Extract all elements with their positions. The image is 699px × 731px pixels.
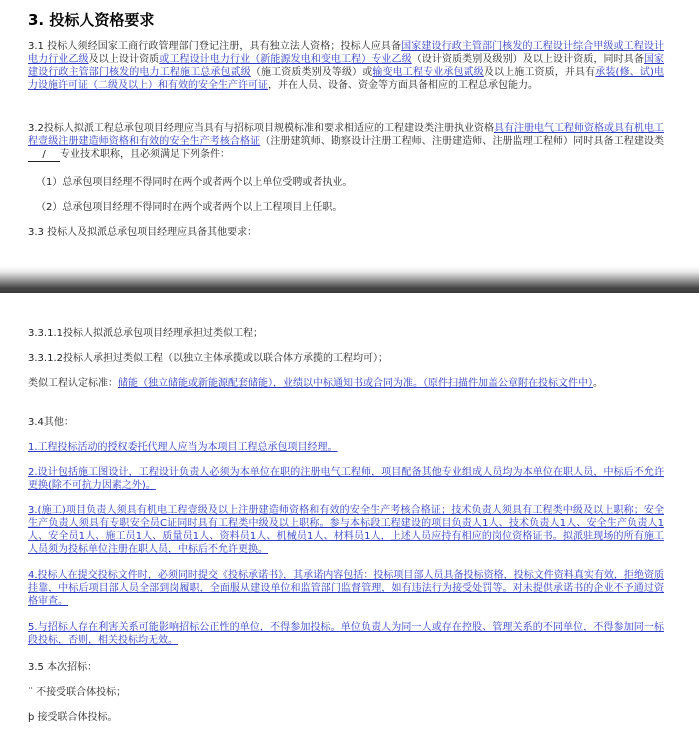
text-run: 3.1 投标人须经国家工商行政管理部门登记注册，具有独立法人资格；投标人应具备 (28, 41, 402, 52)
section-title: 3. 投标人资格要求 (28, 11, 155, 29)
option-no-consortium: ¨ 不接受联合体投标； (28, 687, 127, 698)
text-run: 专业技术职称，且必须满足下列条件： (60, 149, 230, 160)
other-item-2[interactable]: 2.设计包括施工图设计，工程设计负责人必须为本单位在职的注册电气工程师，项目配备其他专业组成人员均为本单位在职人员，中标后不允许更换(除不可抗力因素之外)。 (28, 467, 664, 491)
option-consortium: þ 接受联合体投标。 (28, 712, 118, 723)
paragraph-3-3-1-1: 3.3.1.1投标人拟派总承包项目经理承担过类似工程； (28, 328, 263, 339)
paragraph-3-4: 3.4其他： (28, 417, 74, 428)
text-run: 及以上施工资质，并具有 (483, 67, 596, 78)
paragraph-3-3-1-2: 3.3.1.2投标人承担过类似工程（以独立主体承揽或以联合体方承揽的工程均可）； (28, 353, 388, 364)
fill-blank: / (28, 148, 60, 162)
text-run: （注册建筑师、勘察设计注册工程师、注册建造师、注册监理工程师）同时具备工程建设类 (260, 136, 665, 147)
text-run: 及以上设计资质 (88, 54, 160, 65)
other-item-1[interactable]: 1.工程投标活动的授权委托代理人应当为本项目工程总承包项目经理。 (28, 442, 338, 453)
paragraph-3-3: 3.3 投标人及拟派总承包项目经理应具备其他要求： (28, 227, 258, 238)
other-item-4[interactable]: 4.投标人在提交投标文件时，必须同时提交《投标承诺书》，其承诺内容包括：投标项目部人员具备投标资格，投标文件资料真实有效，拒绝资质挂靠，中标后项目部人员全部到岗履职，全面服从建设单位和监管部门监督管理，如有违法行为接受处罚等。对未提供承诺书的企业不予通过资格审查。 (28, 570, 664, 607)
text-run: ，并在人员、设备、资金等方面具备相应的工程总承包能力。 (268, 80, 538, 91)
paragraph-3-2 (28, 122, 664, 162)
text-run: 类似工程认定标准： (28, 378, 118, 389)
link-specialty-contract[interactable]: 输变电工程专业承包贰级 (372, 67, 484, 78)
condition-2: （2）总承包项目经理不得同时在两个或者两个以上工程项目上任职。 (36, 202, 343, 213)
text-run: （施工资质类别及等级）或 (250, 67, 373, 78)
text-run: （设计资质类别及级别）及以上设计资质，同时具备 (411, 54, 644, 65)
text-run: 3.2投标人拟派工程总承包项目经理应当具有与招标项目规模标准和要求相适应的工程建设类注册执业资格 (28, 123, 494, 134)
link-design-specialty[interactable]: 或工程设计电力行业（新能源发电和变电工程）专业乙级 (159, 54, 412, 65)
link-license[interactable]: 承装(修、试)电力设施许可证（二级及以上）和有效的安全生产许可证 (28, 67, 665, 91)
paragraph-3-1 (28, 40, 664, 92)
paragraph-3-5: 3.5 本次招标： (28, 662, 98, 673)
other-item-5[interactable]: 5.与招标人存在利害关系可能影响招标公正性的单位，不得参加投标。单位负责人为同一人或存在控股、管理关系的不同单位，不得参加同一标段投标，否则，相关投标均无效。 (28, 622, 664, 646)
document-page-2 (0, 293, 699, 731)
page-break (0, 266, 699, 293)
link-manager-qualification[interactable]: 具有注册电气工程师资格或具有机电工程壹级注册建造师资格和有效的安全生产考核合格证 (28, 123, 665, 147)
link-construction-qualification[interactable]: 国家建设行政主管部门核发的电力工程施工总承包贰级 (28, 54, 665, 78)
document-page-1 (0, 0, 699, 266)
text-run: 。 (593, 378, 603, 389)
other-item-3[interactable]: 3.(施工)项目负责人须具有机电工程壹级及以上注册建造师资格和有效的安全生产考核合格证；技术负责人须具有工程类中级及以上职称；安全生产负责人须具有专职安全员C证同时具有工程类中级及以上职称。参与本标段工程建设的项目负责人1人、技术负责人1人、安全生产负责人1人、安全员1人、施工员1人、质量员1人、资料员1人、机械员1人、材料员1人，上述人员应持有相应的岗位资格证书。拟派驻现场的所有施工人员须为投标单位注册在职人员，中标后不允许更换。 (28, 505, 664, 555)
similar-project-standard (28, 377, 664, 390)
link-similar-standard[interactable]: 储能（独立储能或新能源配套储能），业绩以中标通知书或合同为准。（原件扫描件加盖公章附在投标文件中） (118, 378, 593, 389)
condition-1: （1）总承包项目经理不得同时在两个或者两个以上单位受聘或者执业。 (36, 177, 353, 188)
link-design-qualification[interactable]: 国家建设行政主管部门核发的工程设计综合甲级或工程设计电力行业乙级 (28, 41, 665, 65)
